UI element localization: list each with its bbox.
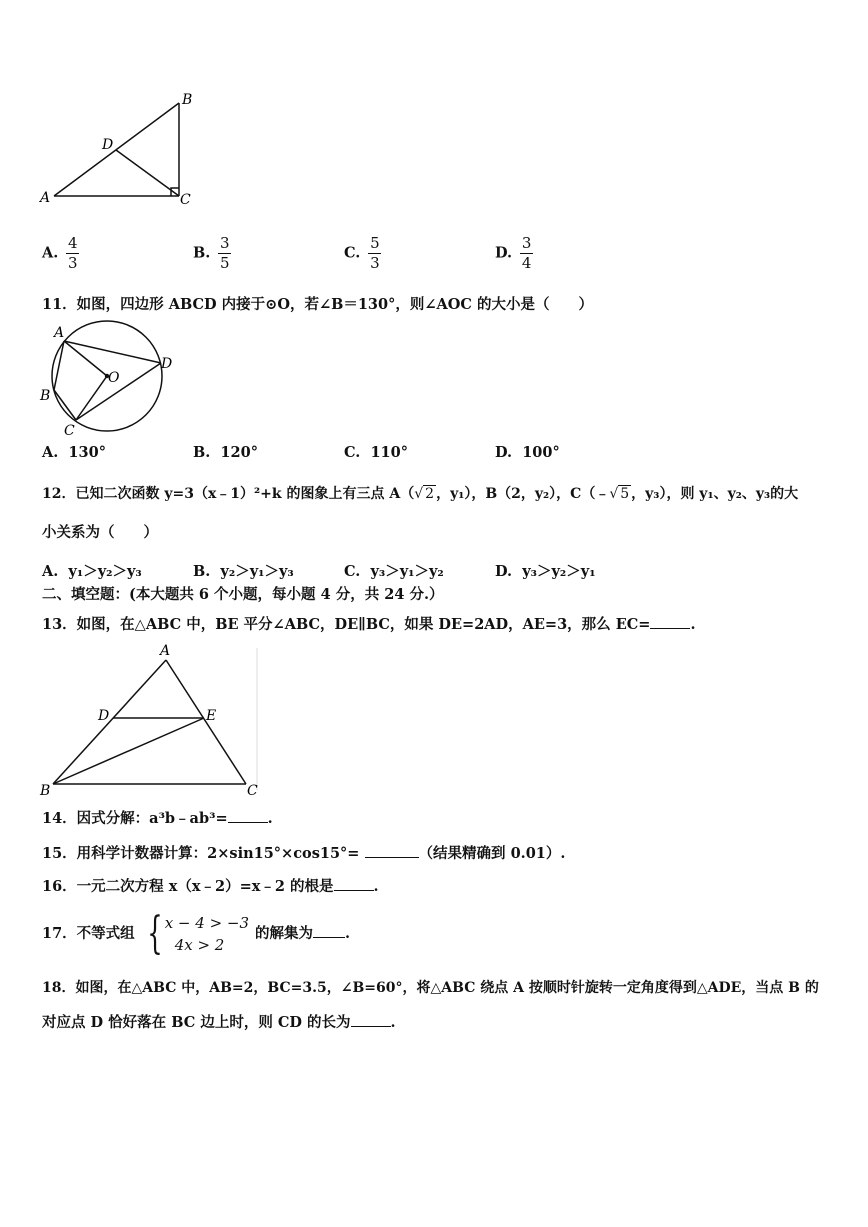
q12-option-a: A. y₁＞y₂＞y₃ <box>42 563 142 580</box>
q12-option-d: D. y₃＞y₂＞y₁ <box>495 563 596 580</box>
sqrt-2: √ 2 <box>414 486 435 502</box>
q15-text: 15．用科学计数器计算：2×sin15°×cos15°= （结果精确到 0.01）. <box>42 845 566 862</box>
q18-text-line1: 18．如图，在△ABC 中，AB=2，BC=3.5，∠B=60°，将△ABC 绕点 A 按顺时针旋转一定角度得到△ADE，当点 B 的 <box>42 980 819 996</box>
q12-option-c: C. y₃＞y₁＞y₂ <box>344 563 444 580</box>
q13-label-e: E <box>206 708 217 724</box>
inequality-system: { x − 4 > −3 4x > 2 <box>146 908 250 959</box>
q11-text: 11．如图，四边形 ABCD 内接于⊙O，若∠B＝130°，则∠AOC 的大小是（ ） <box>42 296 593 313</box>
q10-label-d: D <box>102 137 114 153</box>
q14-text: 14．因式分解：a³b﹣ab³= . <box>42 810 273 827</box>
q11-label-o: O <box>108 370 120 386</box>
q11-circle-figure <box>36 318 181 440</box>
q12-text-line2: 小关系为（ ） <box>42 524 158 541</box>
q12-text: 12．已知二次函数 y=3（x﹣1）²+k 的图象上有三点 A（√ 2 ，y₁），B（2，y₂），C（﹣√ 5 ，y₃），则 y₁、y₂、y₃的大 <box>42 486 799 502</box>
q10-option-c: C. $\frac{5}{3}$ <box>344 234 380 272</box>
q11-label-c: C <box>64 423 75 439</box>
q13-text: 13．如图，在△ABC 中，BE 平分∠ABC，DE∥BC，如果 DE=2AD，AE=3，那么 EC= . <box>42 616 696 633</box>
q11-label-d: D <box>161 356 173 372</box>
q11-option-b: B. 120° <box>193 444 258 461</box>
section-heading-fill-in: 二、填空题：(本大题共 6 个小题，每小题 4 分，共 24 分.） <box>42 586 444 603</box>
q11-option-d: D. 100° <box>495 444 560 461</box>
q17-text: 17．不等式组 { x − 4 > −3 4x > 2 的解集为 . <box>42 908 351 959</box>
q10-triangle-figure <box>36 88 206 212</box>
q13-label-c: C <box>247 783 258 799</box>
q14-answer-blank[interactable] <box>228 808 268 823</box>
q13-answer-blank[interactable] <box>650 614 690 629</box>
q13-label-d: D <box>98 708 110 724</box>
q10-label-c: C <box>180 192 191 208</box>
q11-option-a: A. 130° <box>42 444 106 461</box>
q11-label-b: B <box>40 388 51 404</box>
q17-answer-blank[interactable] <box>313 923 345 938</box>
q11-option-c: C. 110° <box>344 444 408 461</box>
q10-label-b: B <box>182 92 193 108</box>
q10-option-d: D. $\frac{3}{4}$ <box>495 234 532 272</box>
q16-text: 16．一元二次方程 x（x﹣2）=x﹣2 的根是 . <box>42 878 379 895</box>
q16-answer-blank[interactable] <box>334 876 374 891</box>
q15-answer-blank[interactable] <box>365 843 419 858</box>
q18-answer-blank[interactable] <box>351 1012 391 1027</box>
q13-label-a: A <box>160 643 171 659</box>
q18-text-line2: 对应点 D 恰好落在 BC 边上时，则 CD 的长为 . <box>42 1014 396 1031</box>
q10-label-a: A <box>40 190 51 206</box>
sqrt-5: √ 5 <box>609 486 630 502</box>
q10-option-b: B. $\frac{3}{5}$ <box>193 234 230 272</box>
q11-label-a: A <box>54 325 65 341</box>
q13-triangle-figure <box>36 640 266 800</box>
q13-label-b: B <box>40 783 51 799</box>
q12-option-b: B. y₂＞y₁＞y₃ <box>193 563 294 580</box>
q10-option-a: A. $\frac{4}{3}$ <box>42 234 78 272</box>
